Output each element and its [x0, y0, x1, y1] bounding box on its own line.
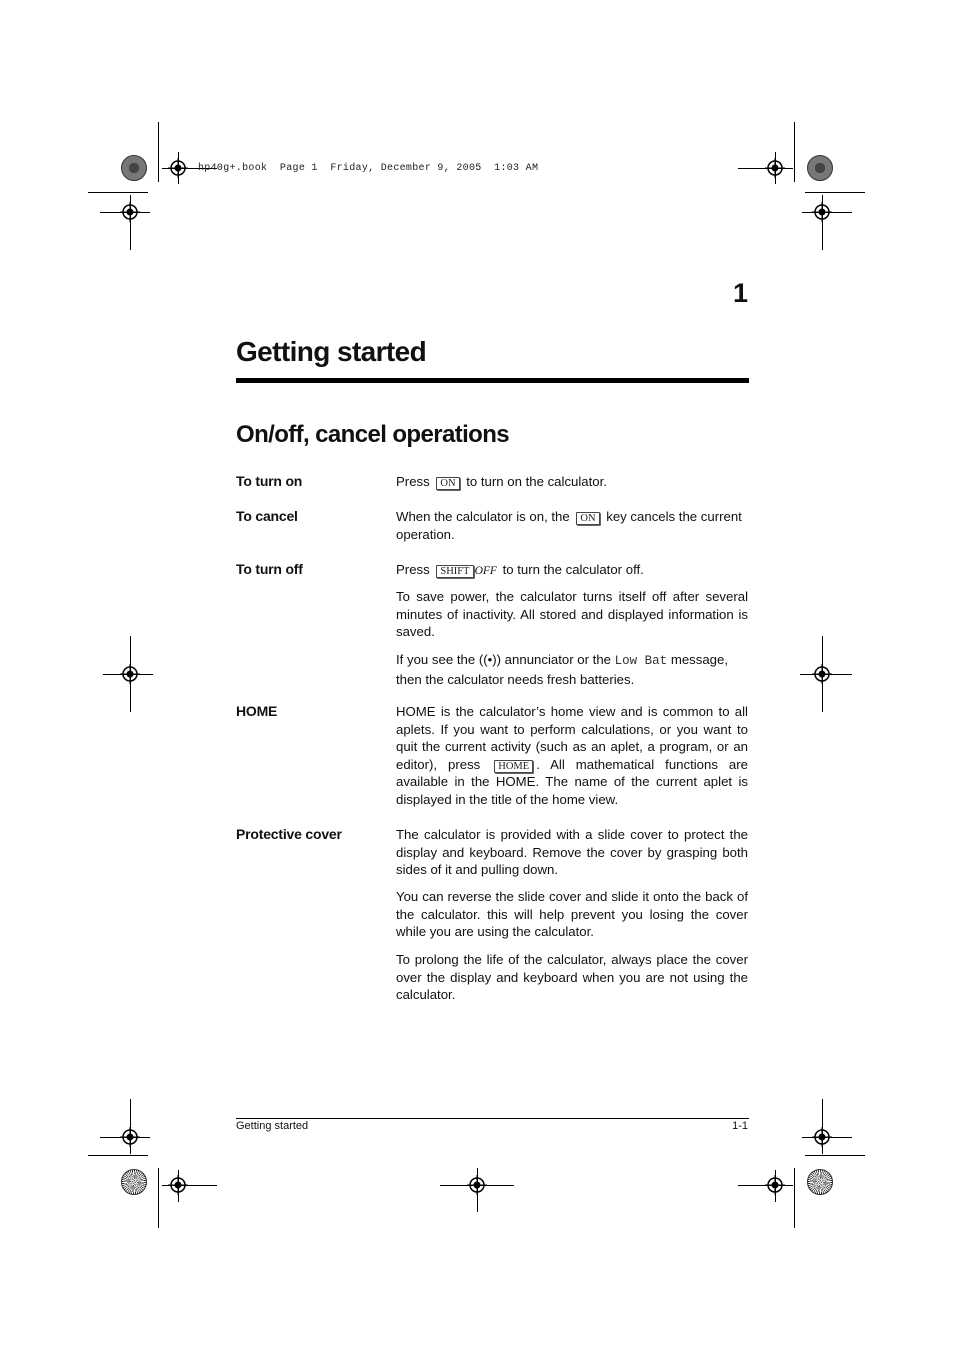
- turn-off-power-text: To save power, the calculator turns itself off after several minutes of inactivity. All stored and displayed information is saved.: [396, 589, 748, 640]
- cover-text-3: To prolong the life of the calculator, always place the cover over the display and keyboard when you are not using the calculator.: [396, 952, 748, 1003]
- cover-text-1: The calculator is provided with a slide cover to protect the display and keyboard. Remove the cover by grasping both sides of it and pulling down.: [396, 827, 748, 878]
- chapter-number: 1: [732, 278, 748, 308]
- home-text: HOME is the calculator’s home view and is common to all aplets. If you want to perform calculations, or you want to quit the current activity (such as an aplet, a program, or an editor), press HOME . All mathematical functions are available in the HOME. The name of the current aplet is displayed in the title of the home view.: [396, 704, 748, 807]
- turn-off-text: Press SHIFT OFF to turn the calculator off.: [396, 562, 644, 577]
- crosshair-target-icon: [120, 202, 140, 222]
- on-key: ON: [436, 477, 459, 490]
- crosshair-target-icon: [765, 1175, 785, 1195]
- term-turn-on: To turn on: [236, 473, 303, 489]
- crosshair-target-icon: [812, 1127, 832, 1147]
- shift-key: SHIFT: [436, 565, 473, 578]
- section-title: On/off, cancel operations: [236, 421, 510, 448]
- cancel-text: When the calculator is on, the ON key cancels the current operation.: [396, 509, 742, 542]
- term-cancel: To cancel: [236, 508, 298, 524]
- registration-star-icon: [807, 155, 833, 181]
- crosshair-target-icon: [765, 158, 785, 178]
- chapter-title: Getting started: [236, 336, 427, 367]
- low-bat-message: Low Bat: [614, 654, 668, 668]
- on-key: ON: [576, 512, 599, 525]
- footer-rule: [236, 1118, 749, 1119]
- footer-page-number: 1-1: [732, 1120, 748, 1132]
- off-function-label: OFF: [474, 565, 497, 577]
- registration-star-icon: [807, 1169, 833, 1195]
- crosshair-target-icon: [168, 1175, 188, 1195]
- registration-star-icon: [121, 1169, 147, 1195]
- crosshair-target-icon: [120, 1127, 140, 1147]
- crosshair-target-icon: [467, 1175, 487, 1195]
- term-turn-off: To turn off: [236, 561, 303, 577]
- turn-off-battery-text: If you see the ((•)) annunciator or the Low Bat message, then the calculator needs fresh batteries.: [396, 652, 729, 687]
- book-info-header: hp40g+.book Page 1 Friday, December 9, 2005 1:03 AM: [198, 163, 539, 174]
- cover-text-2: You can reverse the slide cover and slide it onto the back of the calculator. this will help prevent you losing the cover while you are using the calculator.: [396, 889, 748, 940]
- crosshair-target-icon: [812, 664, 832, 684]
- crosshair-target-icon: [812, 202, 832, 222]
- term-home: HOME: [236, 703, 278, 719]
- footer-chapter-name: Getting started: [236, 1120, 309, 1132]
- registration-star-icon: [121, 155, 147, 181]
- home-key: HOME: [494, 760, 533, 773]
- crosshair-target-icon: [120, 664, 140, 684]
- term-protective-cover: Protective cover: [236, 826, 342, 842]
- chapter-rule: [236, 378, 749, 383]
- crosshair-target-icon: [168, 158, 188, 178]
- turn-on-text: Press ON to turn on the calculator.: [396, 474, 607, 489]
